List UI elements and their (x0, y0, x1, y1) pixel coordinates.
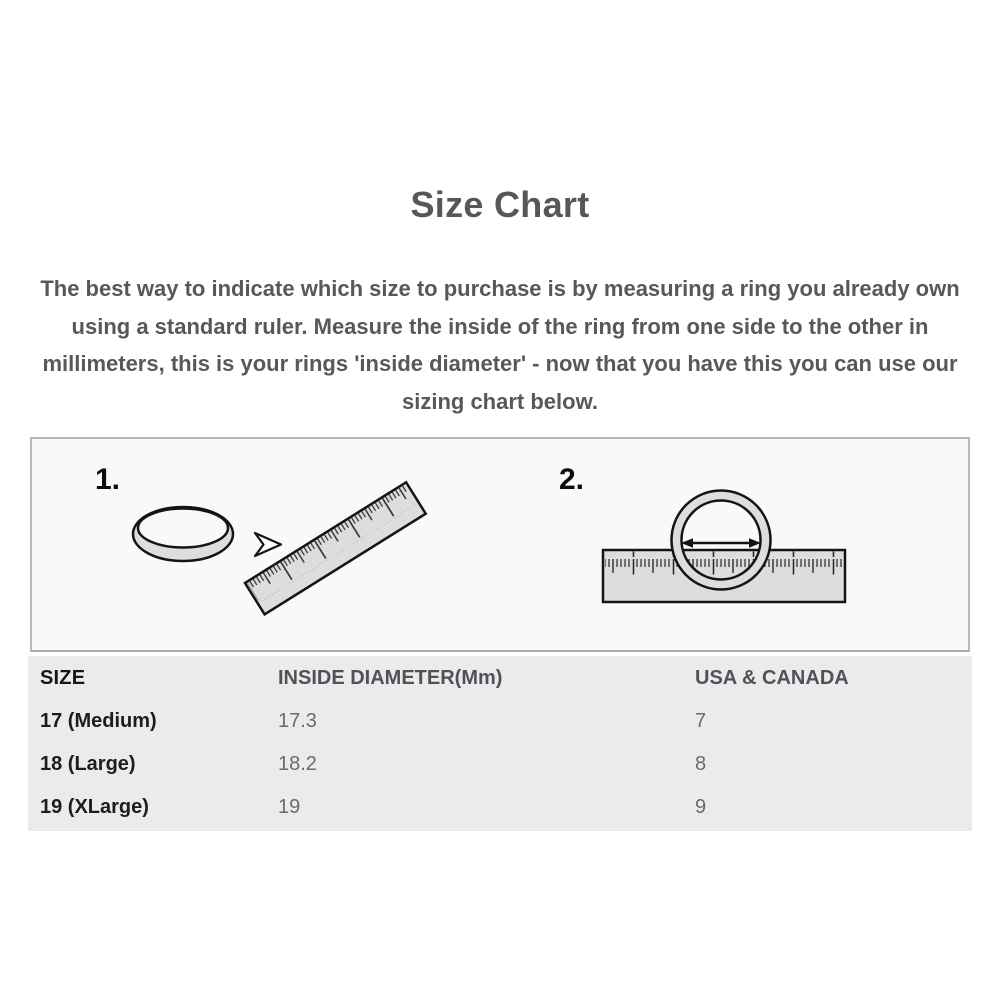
table-row (28, 743, 972, 786)
ring-size-table (28, 656, 972, 831)
page-title: Size Chart (410, 184, 590, 225)
diameter-cell: 19 (278, 796, 301, 818)
intro-line: millimeters, this is your rings 'inside diameter' - now that you have this you can use our (42, 351, 958, 376)
intro-line: sizing chart below. (402, 388, 598, 414)
diameter-arrow-icon (681, 538, 761, 548)
intro-paragraph (30, 270, 970, 420)
measurement-instructions-panel (30, 437, 970, 652)
table-row (28, 786, 972, 829)
intro-line: The best way to indicate which size to purchase is by measuring a ring you already own (40, 276, 960, 301)
pointer-arrow-icon (255, 533, 281, 556)
step-2-number: 2. (559, 463, 585, 496)
table-header-row (28, 656, 972, 700)
size-cell: 19 (XLarge) (40, 796, 149, 818)
usa-canada-cell: 7 (695, 710, 707, 732)
size-column-header: SIZE (40, 666, 86, 689)
size-cell: 17 (Medium) (40, 710, 157, 732)
usa-canada-column-header: USA & CANADA (695, 666, 849, 689)
diameter-cell: 18.2 (278, 753, 317, 775)
diameter-cell: 17.3 (278, 710, 317, 732)
intro-line: using a standard ruler. Measure the inside of the ring from one side to the other in (71, 313, 929, 339)
size-cell: 18 (Large) (40, 753, 136, 775)
horizontal-ruler-icon (603, 550, 845, 602)
usa-canada-cell: 9 (695, 796, 707, 818)
measurement-illustration (32, 439, 968, 650)
usa-canada-cell: 8 (695, 753, 707, 775)
diameter-column-header: INSIDE DIAMETER(Mm) (278, 666, 503, 689)
ring-band-icon (133, 507, 233, 561)
step-1-number: 1. (95, 463, 121, 496)
table-row (28, 700, 972, 743)
